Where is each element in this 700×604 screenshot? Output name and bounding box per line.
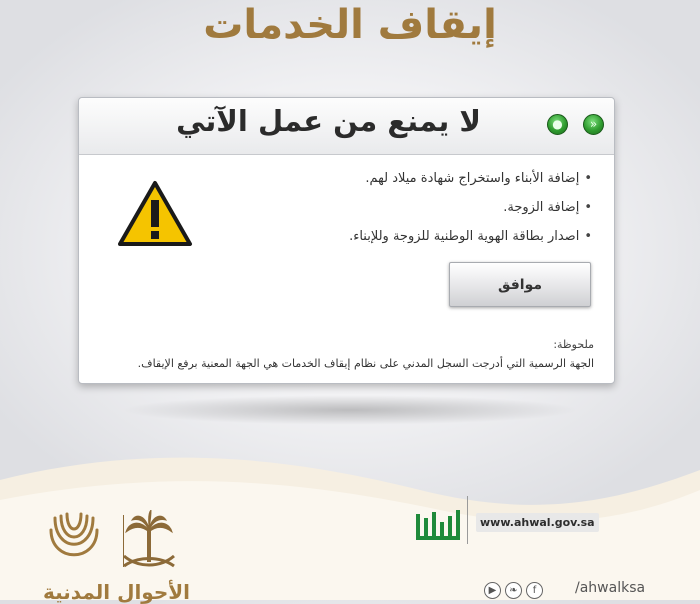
footer-divider: [467, 496, 468, 544]
palm-and-swords-emblem-icon: [118, 510, 180, 574]
bullet-icon: •: [584, 229, 592, 244]
alert-dialog: [78, 97, 615, 384]
warning-icon: [117, 180, 193, 248]
website-link[interactable]: www.ahwal.gov.sa: [476, 513, 599, 532]
ok-button[interactable]: موافق: [449, 262, 591, 307]
absher-text: أبشر: [414, 506, 416, 507]
list-item: •إضافة الزوجة.: [503, 200, 592, 215]
social-links: [484, 582, 543, 599]
bullet-icon: •: [584, 171, 592, 186]
dialog-titlebar: [79, 98, 614, 155]
agency-name: الأحوال المدنية: [43, 580, 191, 604]
bullet-icon: •: [584, 200, 592, 215]
allowed-services-list: [252, 170, 592, 257]
note-label: ملحوظة:: [553, 338, 594, 351]
dialog-shadow: [120, 395, 580, 425]
social-handle[interactable]: /ahwalksa: [575, 580, 646, 596]
dialog-title: لا يمنع من عمل الآتي: [176, 104, 481, 138]
facebook-icon[interactable]: f: [526, 582, 543, 599]
twitter-icon[interactable]: ❧: [505, 582, 522, 599]
window-button-right[interactable]: »: [583, 114, 604, 135]
youtube-icon[interactable]: ▶: [484, 582, 501, 599]
absher-logo: [414, 506, 462, 542]
civil-affairs-emblem-icon: [45, 508, 103, 570]
list-item: •اصدار بطاقة الهوية الوطنية للزوجة وللإبناء.: [349, 229, 592, 244]
list-item: •إضافة الأبناء واستخراج شهادة ميلاد لهم.: [365, 171, 592, 186]
note-text: الجهة الرسمية التي أدرجت السجل المدني على نظام إيقاف الخدمات هي الجهة المعنية برفع الإيقاف.: [137, 357, 594, 370]
window-button-left[interactable]: ●: [547, 114, 568, 135]
page-title: إيقاف الخدمات: [203, 2, 497, 48]
